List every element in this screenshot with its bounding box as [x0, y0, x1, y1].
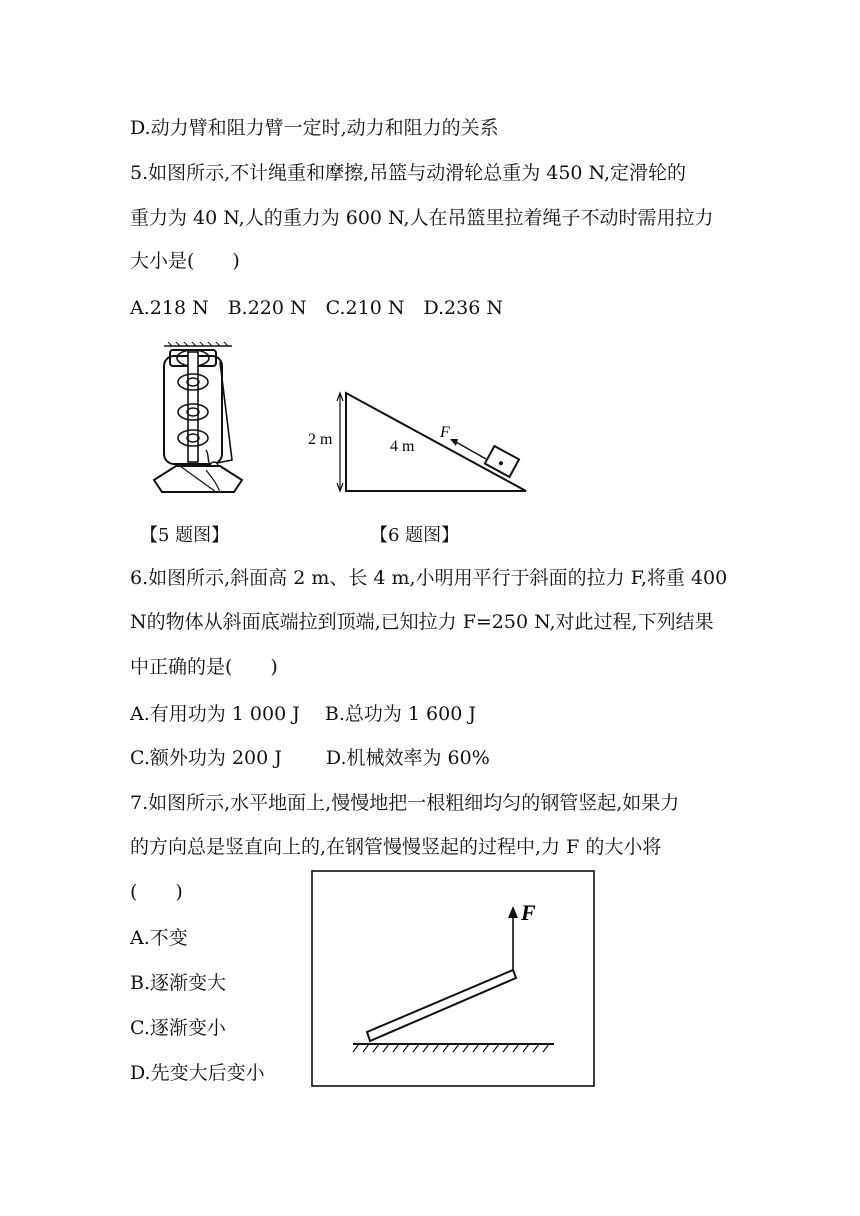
q4-option-d: D.动力臂和阻力臂一定时,动力和阻力的关系	[130, 117, 499, 139]
q5-stem-line3: 大小是( )	[130, 250, 240, 272]
q5-stem-line2: 重力为 40 N,人的重力为 600 N,人在吊篮里拉着绳子不动时需用拉力	[130, 207, 714, 229]
fig5-caption: 【5 题图】	[140, 525, 230, 546]
fig5-pulley-diagram	[150, 342, 250, 494]
q7-option-a: A.不变	[130, 927, 188, 949]
fig6-incline-diagram	[300, 385, 532, 497]
q7-option-b: B.逐渐变大	[130, 972, 227, 994]
fig6-force-label: F	[440, 424, 450, 441]
q6-options-ab: A.有用功为 1 000 J B.总功为 1 600 J	[130, 703, 476, 725]
fig6-caption: 【6 题图】	[370, 525, 460, 546]
q7-option-c: C.逐渐变小	[130, 1017, 226, 1039]
q5-stem-line1: 5.如图所示,不计绳重和摩擦,吊篮与动滑轮总重为 450 N,定滑轮的	[130, 162, 687, 184]
fig7-pipe-diagram	[311, 870, 595, 1087]
q6-stem-line1: 6.如图所示,斜面高 2 m、长 4 m,小明用平行于斜面的拉力 F,将重 400	[130, 567, 728, 589]
q6-options-cd: C.额外功为 200 J D.机械效率为 60%	[130, 747, 490, 769]
q6-stem-line3: 中正确的是( )	[130, 656, 278, 678]
q7-option-d: D.先变大后变小	[130, 1062, 265, 1084]
q7-stem-line1: 7.如图所示,水平地面上,慢慢地把一根粗细均匀的钢管竖起,如果力	[130, 792, 680, 814]
q7-stem-line3: ( )	[130, 881, 183, 903]
q6-stem-line2: N的物体从斜面底端拉到顶端,已知拉力 F=250 N,对此过程,下列结果	[130, 611, 714, 633]
fig6-height-label: 2 m	[308, 431, 333, 448]
q5-options: A.218 N B.220 N C.210 N D.236 N	[130, 297, 503, 319]
q7-stem-line2: 的方向总是竖直向上的,在钢管慢慢竖起的过程中,力 F 的大小将	[130, 836, 662, 858]
fig6-length-label: 4 m	[390, 438, 415, 455]
fig7-force-label: F	[521, 900, 536, 925]
